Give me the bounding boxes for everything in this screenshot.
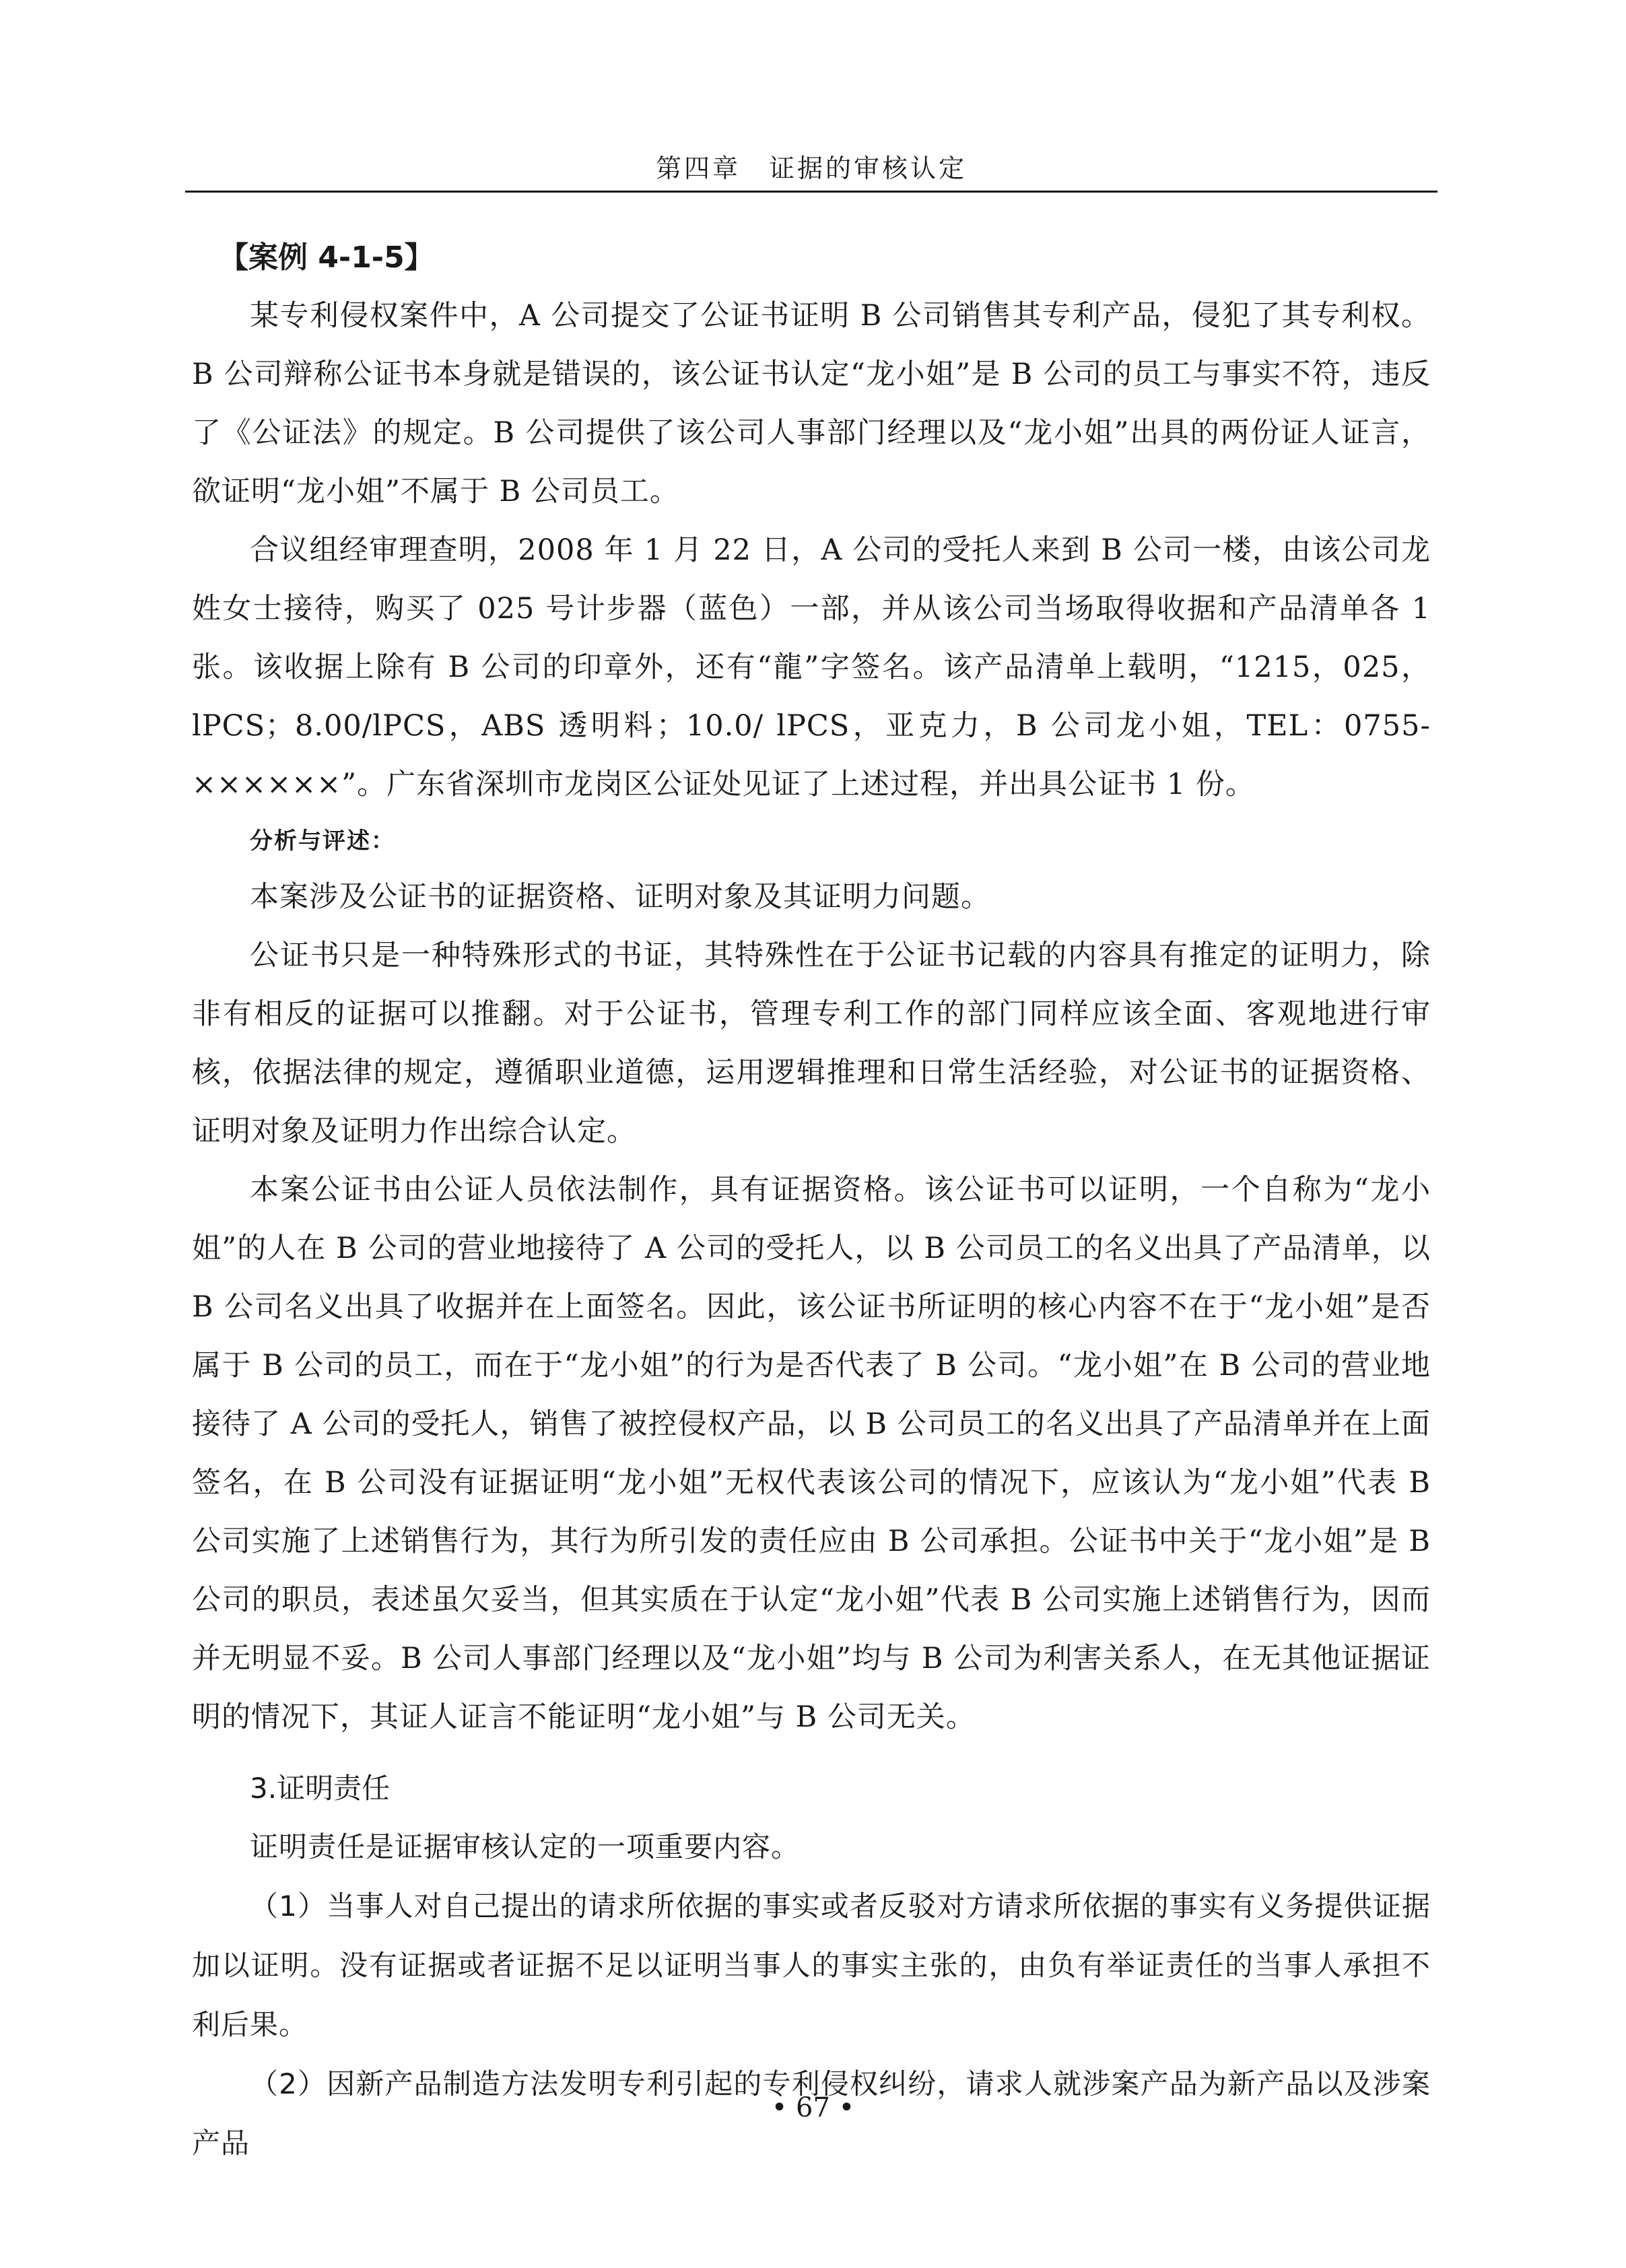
section-paragraph-3: （2）因新产品制造方法发明专利引起的专利侵权纠纷，请求人就涉案产品为新产品以及涉案产品 <box>192 2067 1431 2160</box>
case-title: 【案例 4-1-5】 <box>219 240 434 275</box>
page-content <box>192 229 1431 2173</box>
section-paragraph-2: （1）当事人对自己提出的请求所依据的事实或者反驳对方请求所依据的事实有义务提供证据加以证明。没有证据或者证据不足以证明当事人的事实主张的，由负有举证责任的当事人承担不利后果。 <box>192 1890 1431 2041</box>
running-header: 第四章 证据的审核认定 <box>655 154 967 183</box>
page-number: • 67 • <box>771 2092 855 2123</box>
section-paragraph-1: 证明责任是证据审核认定的一项重要内容。 <box>250 1830 801 1863</box>
analysis-paragraph-3: 本案公证书由公证人员依法制作，具有证据资格。该公证书可以证明，一个自称为“龙小姐”的人在 B 公司的营业地接待了 A 公司的受托人，以 B 公司员工的名义出具了产品清单，以 B 公司名义出具了收据并在上面签名。因此，该公证书所证明的核心内容不在于“龙小姐”是否属于 B 公司的员工，而在于“龙小姐”的行为是否代表了 B 公司。“龙小姐”在 B 公司的营业地接待了 A 公司的受托人，销售了被控侵权产品，以 B 公司员工的名义出具了产品清单并在上面签名，在 B 公司没有证据证明“龙小姐”无权代表该公司的情况下，应该认为“龙小姐”代表 B 公司实施了上述销售行为，其行为所引发的责任应由 B 公司承担。公证书中关于“龙小姐”是 B 公司的职员，表述虽欠妥当，但其实质在于认定“龙小姐”代表 B 公司实施上述销售行为，因而并无明显不妥。B 公司人事部门经理以及“龙小姐”均与 B 公司为利害关系人，在无其他证据证明的情况下，其证人证言不能证明“龙小姐”与 B 公司无关。 <box>192 1173 1431 1734</box>
header-rule <box>185 191 1437 193</box>
case-paragraph-2: 合议组经审理查明，2008 年 1 月 22 日，A 公司的受托人来到 B 公司一楼，由该公司龙姓女士接待，购买了 025 号计步器（蓝色）一部，并从该公司当场取得收据和产品清单各 1 张。该收据上除有 B 公司的印章外，还有“龍”字签名。该产品清单上载明，“1215，025，lPCS；8.00/lPCS，ABS 透明料；10.0/ lPCS，亚克力，B 公司龙小姐，TEL：0755-××××××”。广东省深圳市龙岗区公证处见证了上述过程，并出具公证书 1 份。 <box>192 533 1431 801</box>
analysis-title: 分析与评述： <box>250 828 395 855</box>
analysis-paragraph-1: 本案涉及公证书的证据资格、证明对象及其证明力问题。 <box>250 880 990 914</box>
case-paragraph-1: 某专利侵权案件中，A 公司提交了公证书证明 B 公司销售其专利产品，侵犯了其专利权。B 公司辩称公证书本身就是错误的，该公证书认定“龙小姐”是 B 公司的员工与事实不符，违反了《公证法》的规定。B 公司提供了该公司人事部门经理以及“龙小姐”出具的两份证人证言，欲证明“龙小姐”不属于 B 公司员工。 <box>192 299 1431 508</box>
section-title: 3.证明责任 <box>250 1772 391 1805</box>
analysis-paragraph-2: 公证书只是一种特殊形式的书证，其特殊性在于公证书记载的内容具有推定的证明力，除非有相反的证据可以推翻。对于公证书，管理专利工作的部门同样应该全面、客观地进行审核，依据法律的规定，遵循职业道德，运用逻辑推理和日常生活经验，对公证书的证据资格、证明对象及证明力作出综合认定。 <box>192 939 1431 1148</box>
